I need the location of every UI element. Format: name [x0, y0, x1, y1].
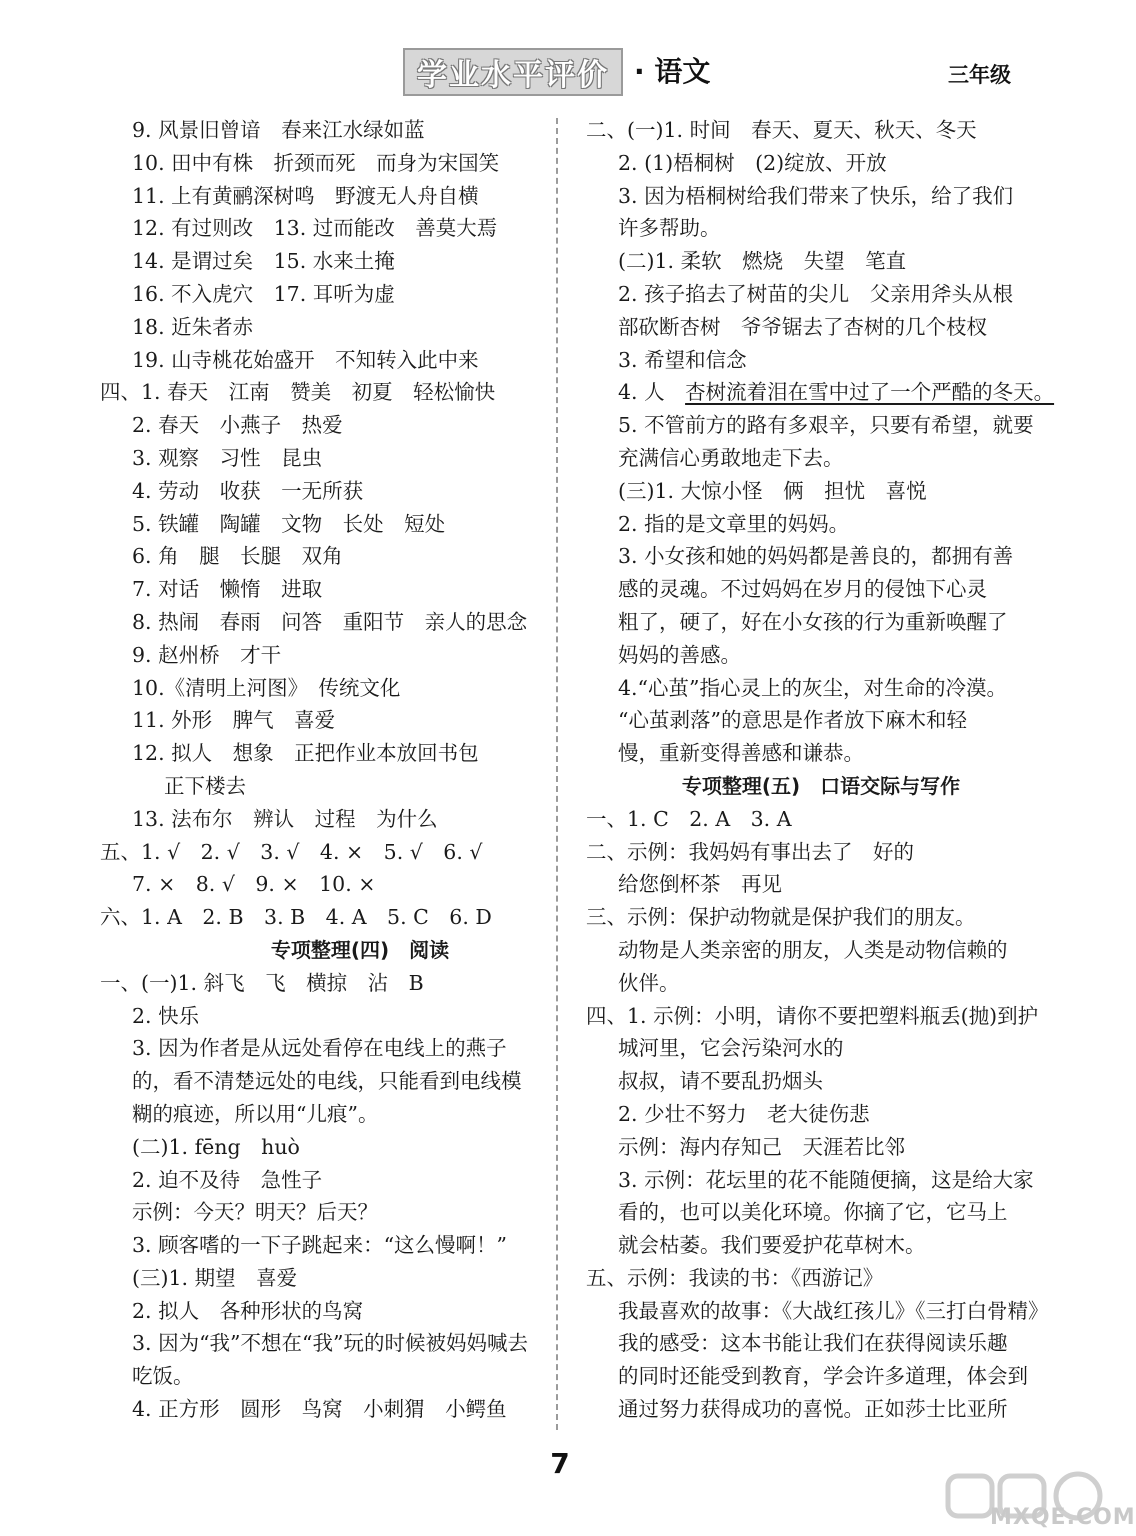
answer-line: [100, 967, 620, 1000]
answer-text: (二)1. 柔软 燃烧 失望 笔直: [618, 249, 907, 274]
answer-text: 二、示例：我妈妈有事出去了 好的: [586, 839, 914, 864]
answer-text: 7. × 8. √ 9. × 10. ×: [132, 872, 376, 897]
answer-line: [100, 672, 620, 705]
watermark-site: MXQE.COM: [990, 1505, 1136, 1530]
answer-text: 示例：今天？明天？后天？: [132, 1200, 378, 1225]
answer-text: 感的灵魂。不过妈妈在岁月的侵蚀下心灵: [618, 577, 987, 602]
answer-text: 2. 指的是文章里的妈妈。: [618, 511, 850, 536]
answer-line: [100, 803, 620, 836]
answer-text: 充满信心勇敢地走下去。: [618, 445, 844, 470]
answer-line: [100, 475, 620, 508]
answer-line: [586, 1393, 1056, 1426]
answer-line: [100, 737, 620, 770]
left-answer-column: [100, 114, 620, 1426]
answer-text: (三)1. 期望 喜爱: [132, 1265, 298, 1290]
answer-text: 11. 上有黄鹂深树鸣 野渡无人舟自横: [132, 183, 479, 208]
answer-text: 的同时还能受到教育，学会许多道理，体会到: [618, 1364, 1028, 1389]
answer-text: 的，看不清楚远处的电线，只能看到电线模: [132, 1069, 522, 1094]
answer-line: [586, 442, 1056, 475]
answer-text: 16. 不入虎穴 17. 耳听为虚: [132, 281, 395, 306]
answer-text: “心茧剥落”的意思是作者放下麻木和轻: [618, 708, 967, 733]
answer-text: 9. 赵州桥 才干: [132, 642, 282, 667]
answer-line: [586, 114, 1056, 147]
answer-text: 许多帮助。: [618, 216, 721, 241]
answer-line: [100, 1032, 620, 1065]
answer-text: 10.《清明上河图》 传统文化: [132, 675, 401, 700]
answer-text: 5. 不管前方的路有多艰辛，只要有希望，就要: [618, 413, 1034, 438]
answer-line: [100, 114, 620, 147]
answer-line: [100, 836, 620, 869]
answer-text: 4. 劳动 收获 一无所获: [132, 478, 364, 503]
answer-text: 11. 外形 脾气 喜爱: [132, 708, 336, 733]
answer-text: 18. 近朱者赤: [132, 314, 254, 339]
answer-text: 4. 人: [618, 380, 686, 405]
answer-line: [586, 1262, 1056, 1295]
answer-line: [586, 704, 1056, 737]
answer-text: 五、示例：我读的书：《西游记》: [586, 1265, 884, 1290]
answer-text: 正下楼去: [164, 773, 246, 798]
answer-text: 叔叔，请不要乱扔烟头: [618, 1069, 823, 1094]
answer-line: [586, 836, 1056, 869]
answer-line: [100, 278, 620, 311]
answer-text: 一、1. C 2. A 3. A: [586, 806, 792, 831]
answer-line: [100, 245, 620, 278]
answer-line: [586, 803, 1056, 836]
answer-text: 12. 有过则改 13. 过而能改 善莫大焉: [132, 216, 498, 241]
answer-line: [100, 212, 620, 245]
answer-text: 3. 希望和信念: [618, 347, 747, 372]
answer-text: 2. 迫不及待 急性子: [132, 1167, 323, 1192]
answer-text: 2. 孩子掐去了树苗的尖儿 父亲用斧头从根: [618, 281, 1014, 306]
answer-line: [100, 1393, 620, 1426]
grade-label: 三年级: [948, 63, 1011, 87]
answer-line: [586, 278, 1056, 311]
answer-text: 3. 小女孩和她的妈妈都是善良的，都拥有善: [618, 544, 1014, 569]
answer-line: [586, 1360, 1056, 1393]
answer-text: 通过努力获得成功的喜悦。正如莎士比亚所: [618, 1397, 1008, 1422]
subject-label: · 语文: [634, 55, 711, 88]
answer-line: [586, 868, 1056, 901]
answer-text: 13. 法布尔 辨认 过程 为什么: [132, 806, 438, 831]
answer-line: [100, 1000, 620, 1033]
answer-text: 妈妈的善感。: [618, 642, 741, 667]
answer-line: [100, 770, 620, 803]
answer-text: 糊的痕迹，所以用“儿痕”。: [132, 1101, 379, 1126]
answer-line: [100, 147, 620, 180]
answer-text: 我的感受：这本书能让我们在获得阅读乐趣: [618, 1331, 1008, 1356]
answer-line: [100, 573, 620, 606]
answer-text: 2. (1)梧桐树 (2)绽放、开放: [618, 150, 887, 175]
answer-text: 我最喜欢的故事：《大战红孩儿》《三打白骨精》: [618, 1298, 1049, 1323]
answer-line: [100, 180, 620, 213]
answer-text: 部砍断杏树 爷爷锯去了杏树的几个枝杈: [618, 314, 987, 339]
answer-line: [100, 901, 620, 934]
answer-text: 3. 观察 习性 昆虫: [132, 445, 323, 470]
answer-line: [586, 1131, 1056, 1164]
answer-line: [586, 606, 1056, 639]
answer-text: 7. 对话 懒惰 进取: [132, 577, 323, 602]
answer-text: 一、(一)1. 斜飞 飞 横掠 沾 B: [100, 970, 424, 995]
answer-text: 19. 山寺桃花始盛开 不知转入此中来: [132, 347, 479, 372]
answer-text: 专项整理(四) 阅读: [270, 937, 450, 962]
answer-text: 专项整理(五) 口语交际与写作: [681, 773, 961, 798]
answer-line: [586, 1000, 1056, 1033]
answer-line: [586, 1196, 1056, 1229]
answer-text: 伙伴。: [618, 970, 680, 995]
answer-line: [100, 1295, 620, 1328]
page-number: 7: [550, 1447, 570, 1480]
answer-line: [586, 967, 1056, 1000]
answer-line: [586, 1229, 1056, 1262]
answer-line: [100, 376, 620, 409]
answer-line: [586, 1032, 1056, 1065]
answer-line: [586, 1098, 1056, 1131]
answer-line: [100, 606, 620, 639]
answer-line: [100, 409, 620, 442]
answer-line: [586, 147, 1056, 180]
answer-line: [100, 442, 620, 475]
answer-text: 吃饭。: [132, 1364, 194, 1389]
answer-line: [586, 508, 1056, 541]
answer-text: 9. 风景旧曾谙 春来江水绿如蓝: [132, 118, 425, 142]
answer-line: [586, 376, 1056, 409]
answer-text: (二)1. fēng huò: [132, 1134, 300, 1159]
answer-text: 4. 正方形 圆形 鸟窝 小刺猬 小鳄鱼: [132, 1397, 507, 1422]
answer-text: 2. 拟人 各种形状的鸟窝: [132, 1298, 364, 1323]
answer-text: 5. 铁罐 陶罐 文物 长处 短处: [132, 511, 446, 536]
answer-line: [586, 573, 1056, 606]
answer-text: 14. 是谓过矣 15. 水来土掩: [132, 249, 395, 274]
answer-line: [586, 639, 1056, 672]
section-heading: [586, 770, 1056, 803]
answer-line: [100, 1065, 620, 1098]
answer-text: 3. 因为梧桐树给我们带来了快乐，给了我们: [618, 183, 1014, 208]
answer-line: [100, 1360, 620, 1393]
answer-line: [586, 934, 1056, 967]
answer-line: [586, 737, 1056, 770]
answer-line: [586, 1327, 1056, 1360]
answer-text: 粗了，硬了，好在小女孩的行为重新唤醒了: [618, 609, 1008, 634]
section-heading: [100, 934, 620, 967]
answer-text: 看的，也可以美化环境。你摘了它，它马上: [618, 1200, 1008, 1225]
answer-line: [100, 540, 620, 573]
answer-text: 6. 角 腿 长腿 双角: [132, 544, 343, 569]
answer-line: [586, 245, 1056, 278]
answer-text: (三)1. 大惊小怪 俩 担忧 喜悦: [618, 478, 927, 503]
answer-text: 10. 田中有株 折颈而死 而身为宋国笑: [132, 150, 500, 175]
answer-text: 城河里，它会污染河水的: [618, 1036, 844, 1061]
answer-line: [100, 1164, 620, 1197]
answer-line: [586, 409, 1056, 442]
underlined-answer: 杏树流着泪在雪中过了一个严酷的冬天。: [685, 380, 1055, 405]
answer-line: [100, 1131, 620, 1164]
answer-text: 12. 拟人 想象 正把作业本放回书包: [132, 741, 479, 766]
answer-text: 就会枯萎。我们要爱护花草树木。: [618, 1233, 926, 1258]
answer-text: 六、1. A 2. B 3. B 4. A 5. C 6. D: [100, 905, 492, 930]
answer-line: [100, 344, 620, 377]
answer-line: [586, 1164, 1056, 1197]
answer-line: [586, 1065, 1056, 1098]
right-answer-column: [586, 114, 1056, 1426]
answer-line: [100, 1196, 620, 1229]
answer-text: 2. 少壮不努力 老大徒伤悲: [618, 1101, 870, 1126]
answer-text: 3. 示例：花坛里的花不能随便摘，这是给大家: [618, 1167, 1034, 1192]
answer-line: [586, 475, 1056, 508]
answer-line: [100, 1098, 620, 1131]
answer-text: 示例：海内存知己 天涯若比邻: [618, 1134, 905, 1159]
answer-line: [586, 212, 1056, 245]
answer-line: [586, 311, 1056, 344]
answer-text: 8. 热闹 春雨 问答 重阳节 亲人的思念: [132, 609, 528, 634]
answer-line: [586, 901, 1056, 934]
answer-text: 动物是人类亲密的朋友，人类是动物信赖的: [618, 937, 1008, 962]
answer-line: [586, 344, 1056, 377]
answer-text: 2. 快乐: [132, 1003, 200, 1028]
answer-text: 慢，重新变得善感和谦恭。: [618, 741, 864, 766]
answer-text: 给您倒杯茶 再见: [618, 872, 782, 897]
answer-text: 四、1. 春天 江南 赞美 初夏 轻松愉快: [100, 380, 496, 405]
answer-text: 四、1. 示例：小明，请你不要把塑料瓶丢(抛)到护: [586, 1003, 1039, 1028]
answer-line: [586, 540, 1056, 573]
book-title-badge: 学业水平评价: [403, 48, 623, 96]
answer-line: [100, 704, 620, 737]
answer-text: 3. 因为“我”不想在“我”玩的时候被妈妈喊去: [132, 1331, 528, 1356]
answer-line: [100, 1229, 620, 1262]
answer-text: 3. 顾客嗜的一下子跳起来：“这么慢啊！”: [132, 1233, 508, 1258]
answer-text: 三、示例：保护动物就是保护我们的朋友。: [586, 905, 976, 930]
answer-line: [100, 1262, 620, 1295]
answer-line: [100, 311, 620, 344]
answer-text: 2. 春天 小燕子 热爱: [132, 413, 343, 438]
answer-line: [586, 672, 1056, 705]
answer-line: [586, 180, 1056, 213]
answer-text: 二、(一)1. 时间 春天、夏天、秋天、冬天: [586, 118, 977, 142]
answer-line: [100, 1327, 620, 1360]
answer-text: 3. 因为作者是从远处看停在电线上的燕子: [132, 1036, 507, 1061]
answer-text: 五、1. √ 2. √ 3. √ 4. × 5. √ 6. √: [100, 839, 483, 864]
answer-line: [100, 508, 620, 541]
answer-line: [586, 1295, 1056, 1328]
answer-line: [100, 639, 620, 672]
answer-line: [100, 868, 620, 901]
answer-text: 4.“心茧”指心灵上的灰尘，对生命的冷漠。: [618, 675, 1008, 700]
